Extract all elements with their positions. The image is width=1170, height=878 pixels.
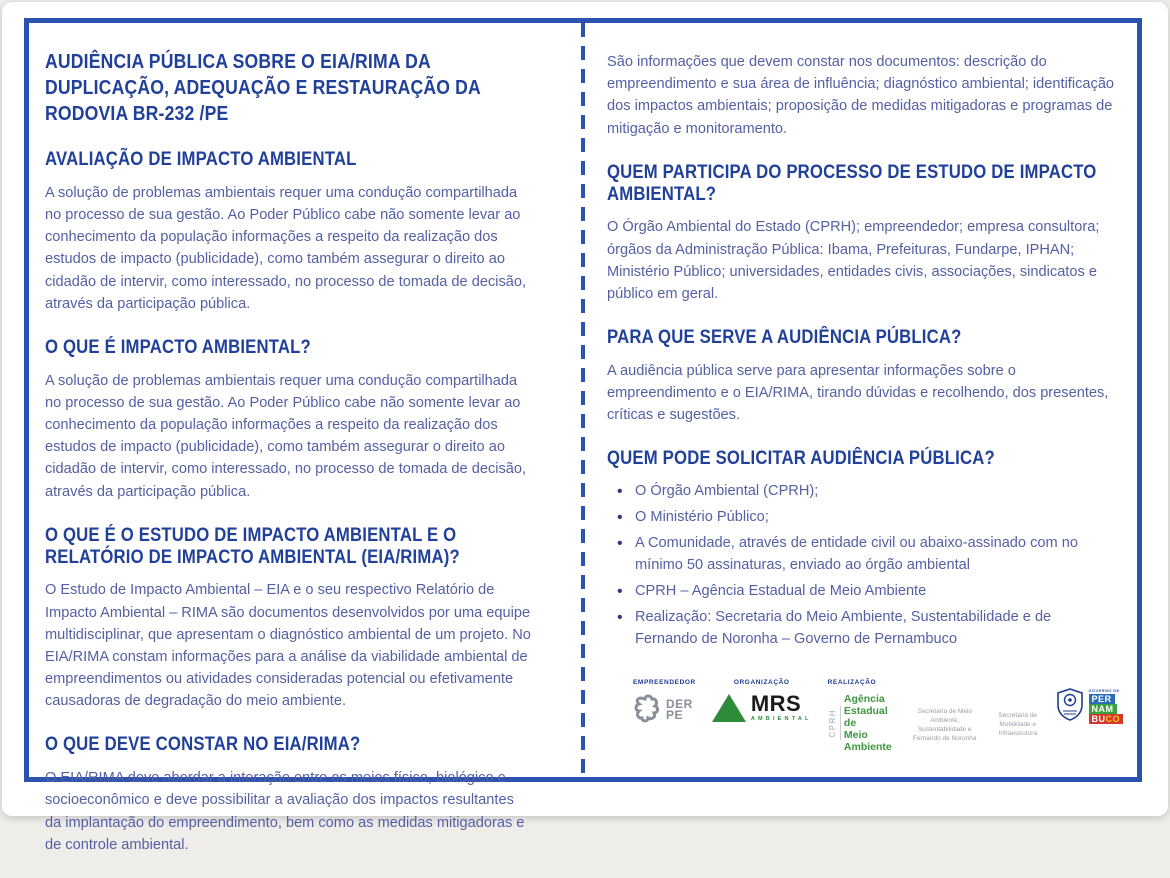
pe-buco-co: CO: [1105, 714, 1120, 725]
pernambuco-wordmark: [1089, 688, 1124, 724]
section-body: A audiência pública serve para apresentar informações sobre o empreendimento e o EIA/RIMA, tirando dúvidas e recolhendo, dos presentes, críticas e sugestões.: [607, 362, 1109, 424]
agencia-line: Estadual de: [843, 704, 888, 729]
section-para-que-serve: [607, 327, 1123, 448]
logo-cprh: [828, 679, 893, 753]
der-pe-clover-icon: [633, 692, 663, 729]
section-body: O Estudo de Impacto Ambiental – EIA e o seu respectivo Relatório de Impacto Ambiental – RIMA são documentos desenvolvidos por uma equipe multidisciplinar, que apresentam o diagnóstico ambiental de um projeto. No EIA/RIMA constam informações para a análise da viabilidade ambiental de empreendimentos ou atividades consideradas potencial ou efetivamente causadoras de degradação do meio ambiente.: [45, 582, 531, 710]
der-text: DER: [666, 696, 693, 711]
agencia-wordmark: [844, 693, 893, 753]
section-heading: O QUE É O ESTUDO DE IMPACTO AMBIENTAL E O RELATÓRIO DE IMPACTO AMBIENTAL (EIA/RIMA)?: [45, 524, 460, 568]
section-body: O EIA/RIMA deve abordar a interação entre os meios físico, biológico e socioeconômico e deve possibilitar a avaliação dos impactos resultantes da implantação do empreendimento, bem como as medidas mitigadoras e de controle ambiental.: [45, 770, 525, 853]
leaflet-page: [2, 2, 1168, 853]
section-eia-rima: [45, 525, 553, 735]
section-impacto-ambiental: [45, 337, 553, 525]
pernambuco-crest-icon: [1055, 687, 1085, 726]
pe-block-per: PER: [1089, 694, 1115, 704]
section-heading: O QUE É IMPACTO AMBIENTAL?: [45, 336, 311, 358]
agencia-line: Meio Ambiente: [843, 728, 892, 753]
cprh-divider-bar: [840, 706, 841, 740]
secretaria-mobilidade-text: Secretaria de Mobilidade e Infraestrutura: [998, 712, 1038, 738]
logo-mrs: [712, 679, 812, 723]
left-column: [29, 23, 583, 853]
section-constar-eia-rima: [45, 734, 553, 878]
realizacao-label: REALIZAÇÃO: [827, 678, 877, 686]
section-body: A solução de problemas ambientais requer uma condução compartilhada no processo de sua gestão. Ao Poder Público cabe não somente levar ao conhecimento da população informações a respeito da realização dos estudos de impacto (publicidade), como também assegurar o direito ao cidadão de intervir, como interessado, no processo de tomada de decisão, através da participação pública.: [45, 372, 527, 500]
mrs-wordmark: [750, 690, 812, 723]
list-item: • O Ministério Público;: [617, 507, 1117, 529]
der-pe-wordmark: [666, 696, 693, 723]
list-item: • Realização: Secretaria do Meio Ambiente, Sustentabilidade e de Fernando de Noronha – Governo de Pernambuco: [617, 607, 1117, 651]
list-item: • O Órgão Ambiental (CPRH);: [617, 481, 1117, 503]
mrs-subtitle: AMBIENTAL: [750, 716, 812, 723]
section-avaliacao: [45, 149, 553, 337]
organizacao-label: ORGANIZAÇÃO: [733, 678, 790, 686]
mrs-name: MRS: [750, 690, 802, 716]
cprh-vertical-text: CPRH: [827, 708, 837, 738]
right-column: [583, 23, 1137, 777]
section-heading: QUEM PODE SOLICITAR AUDIÊNCIA PÚBLICA?: [607, 448, 995, 470]
pe-text: PE: [666, 708, 684, 723]
section-heading: O QUE DEVE CONSTAR NO EIA/RIMA?: [45, 734, 361, 756]
pe-buco-bu: BU: [1091, 714, 1106, 725]
secretaria-meio-ambiente-text: Secretaria de Meio Ambiente, Sustentabilidade e Fernando de Noronha: [912, 707, 977, 742]
pe-block-buco: [1089, 714, 1124, 724]
logo-governo-pernambuco: [1055, 687, 1124, 726]
section-heading: QUEM PARTICIPA DO PROCESSO DE ESTUDO DE IMPACTO AMBIENTAL?: [607, 161, 1097, 205]
section-quem-participa: [607, 162, 1123, 327]
empreendedor-label: EMPREENDEDOR: [633, 678, 696, 686]
logo-der-pe: [633, 679, 696, 729]
list-item: • A Comunidade, através de entidade civil ou abaixo-assinado com no mínimo 50 assinaturas, enviado ao órgão ambiental: [617, 533, 1117, 577]
governo-de-label: GOVERNO DE: [1088, 688, 1120, 694]
section-body: O Órgão Ambiental do Estado (CPRH); empreendedor; empresa consultora; órgãos da Administração Pública: Ibama, Prefeituras, Fundarpe, IPHAN; Ministério Público; universidades, entidades civis, associações, sindicatos e público em geral.: [607, 219, 1100, 302]
section-heading: PARA QUE SERVE A AUDIÊNCIA PÚBLICA?: [607, 327, 962, 349]
section-quem-pode-solicitar: [607, 448, 1123, 654]
section-heading: AVALIAÇÃO DE IMPACTO AMBIENTAL: [45, 149, 357, 170]
list-item: • CPRH – Agência Estadual de Meio Ambiente: [617, 581, 1117, 603]
pe-block-nam: NAM: [1089, 704, 1117, 714]
agencia-line: Agência: [843, 692, 885, 705]
logos-strip: [607, 679, 1123, 753]
blue-frame: [24, 18, 1142, 853]
page-title: AUDIÊNCIA PÚBLICA SOBRE O EIA/RIMA DA DUPLICAÇÃO, ADEQUAÇÃO E RESTAURAÇÃO DA RODOVIA BR-232 /PE: [45, 51, 481, 125]
dashed-fold-divider: [581, 23, 585, 777]
section-body: A solução de problemas ambientais requer uma condução compartilhada no processo de sua gestão. Ao Poder Público cabe não somente levar ao conhecimento da população informações a respeito da realização dos estudos de impacto (publicidade), como também assegurar o direito ao cidadão de intervir, como interessado, no processo de tomada de decisão, através da participação pública.: [45, 184, 527, 312]
intro-paragraph: São informações que devem constar nos documentos: descrição do empreendimento e sua área de influência; diagnóstico ambiental; identificação dos impactos ambientais; proposição de medidas mitigadoras e programas de mitigação e monitoramento.: [607, 54, 1115, 137]
solicitantes-list: [617, 481, 1123, 650]
mrs-triangle-icon: [712, 694, 746, 722]
